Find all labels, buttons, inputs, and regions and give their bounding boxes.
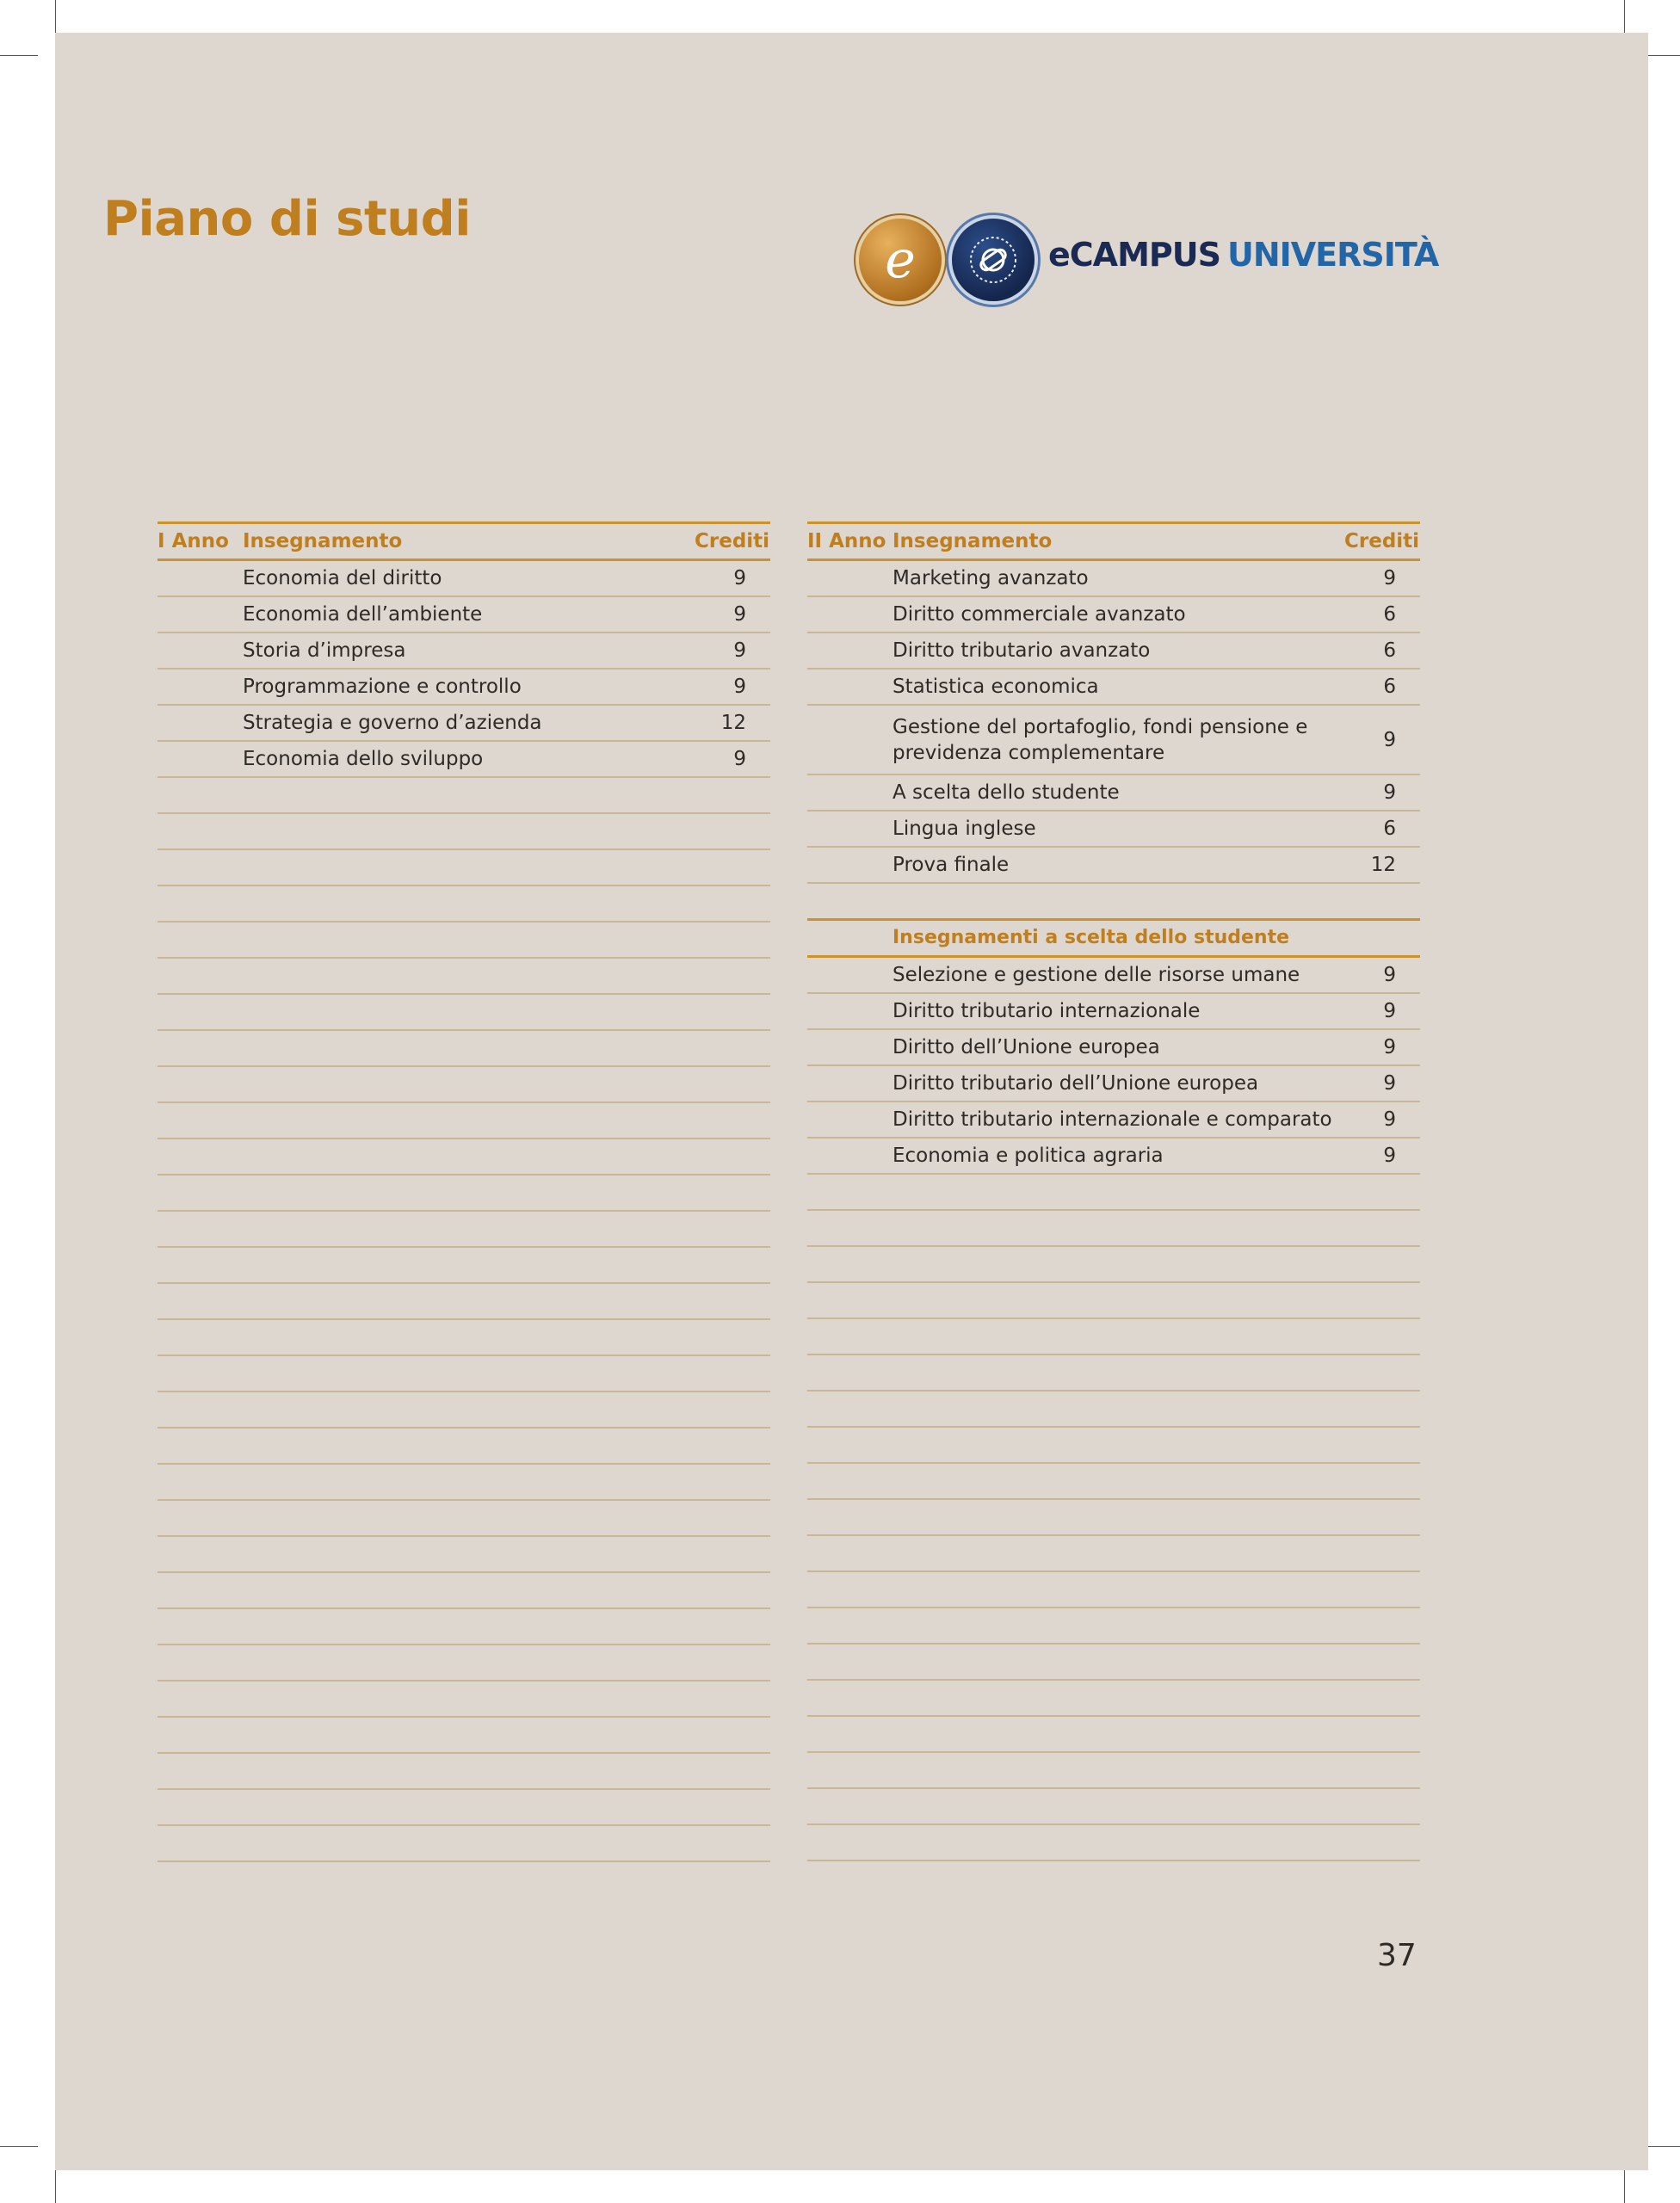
- crop-mark: [1624, 0, 1625, 33]
- table-row: [807, 1030, 1420, 1066]
- course-name: Diritto commerciale avanzato: [892, 603, 1186, 626]
- table-row: [158, 597, 770, 633]
- empty-row: [807, 1717, 1420, 1753]
- empty-row: [158, 1826, 770, 1862]
- course-credits: 9: [1383, 1000, 1396, 1022]
- course-credits: 9: [1383, 1072, 1396, 1095]
- course-name: Diritto dell’Unione europea: [892, 1036, 1160, 1058]
- empty-row: [158, 1031, 770, 1067]
- empty-row: [158, 1645, 770, 1682]
- electives-title: Insegnamenti a scelta dello studente: [892, 927, 1290, 948]
- empty-row: [158, 778, 770, 814]
- credits-header: Crediti: [1344, 530, 1420, 552]
- table-row: [158, 561, 770, 597]
- empty-row: [807, 1428, 1420, 1464]
- table-row: [807, 597, 1420, 633]
- course-credits: 9: [733, 748, 746, 770]
- ecampus-logo: [802, 186, 1439, 290]
- empty-row: [158, 886, 770, 923]
- empty-row: [158, 1718, 770, 1754]
- e-badge-icon: e: [859, 219, 942, 301]
- empty-row: [158, 1176, 770, 1212]
- course-name: Lingua inglese: [892, 818, 1036, 840]
- table-row: [807, 1066, 1420, 1102]
- course-name: Diritto tributario internazionale: [892, 1000, 1201, 1022]
- empty-row: [158, 814, 770, 850]
- course-credits: 9: [1383, 1036, 1396, 1058]
- course-name: Economia dell’ambiente: [243, 603, 483, 626]
- course-credits: 6: [1383, 676, 1396, 698]
- course-name: Strategia e governo d’azienda: [243, 712, 542, 734]
- course-credits: 12: [1370, 854, 1396, 876]
- course-credits: 9: [733, 603, 746, 626]
- year-header: II Anno: [807, 530, 886, 552]
- course-name: Marketing avanzato: [892, 567, 1089, 589]
- course-name: Statistica economica: [892, 676, 1099, 698]
- empty-row: [158, 1284, 770, 1320]
- course-name: Selezione e gestione delle risorse umane: [892, 964, 1300, 986]
- empty-row: [158, 923, 770, 959]
- course-name: Economia del diritto: [243, 567, 442, 589]
- empty-row: [807, 1608, 1420, 1645]
- empty-row: [158, 1573, 770, 1609]
- empty-row: [807, 1572, 1420, 1608]
- empty-row: [807, 1319, 1420, 1355]
- table-row: [807, 1139, 1420, 1175]
- year1-table: [158, 521, 770, 1862]
- course-credits: 9: [1383, 1145, 1396, 1167]
- course-name: Diritto tributario internazionale e comparato: [892, 1108, 1332, 1131]
- table-row: [807, 811, 1420, 848]
- page-title: Piano di studi: [103, 191, 471, 247]
- table-row: [807, 633, 1420, 670]
- empty-row: [158, 850, 770, 886]
- table-row: [158, 742, 770, 778]
- course-credits: 9: [733, 676, 746, 698]
- course-name: Economia e politica agraria: [892, 1145, 1164, 1167]
- course-credits: 9: [733, 567, 746, 589]
- empty-row: [158, 1790, 770, 1826]
- course-name: Programmazione e controllo: [243, 676, 522, 698]
- course-name: Diritto tributario dell’Unione europea: [892, 1072, 1259, 1095]
- empty-row: [807, 1753, 1420, 1789]
- crop-mark: [55, 2170, 56, 2203]
- course-name: Storia d’impresa: [243, 639, 406, 662]
- table-row: [158, 633, 770, 670]
- table-row: [807, 958, 1420, 994]
- course-credits: 9: [733, 639, 746, 662]
- empty-row: [807, 1392, 1420, 1428]
- empty-row: [807, 1500, 1420, 1536]
- empty-row: [807, 1355, 1420, 1392]
- course-credits: 9: [1383, 567, 1396, 589]
- credits-header: Crediti: [695, 530, 770, 552]
- table-row: [807, 848, 1420, 884]
- empty-row: [807, 1175, 1420, 1211]
- empty-row: [158, 1609, 770, 1645]
- empty-row: [158, 1248, 770, 1284]
- empty-row: [807, 1825, 1420, 1861]
- course-credits: 9: [1383, 964, 1396, 986]
- crop-mark: [55, 0, 56, 33]
- empty-row: [158, 1501, 770, 1537]
- course-credits: 6: [1383, 818, 1396, 840]
- course-credits: 12: [720, 712, 746, 734]
- course-name: Economia dello sviluppo: [243, 748, 484, 770]
- electives-header: [807, 918, 1420, 958]
- empty-row: [807, 1283, 1420, 1319]
- empty-row: [807, 1211, 1420, 1247]
- table-row: [158, 706, 770, 742]
- course-name: A scelta dello studente: [892, 781, 1120, 804]
- course-credits: 6: [1383, 603, 1396, 626]
- table-row: [807, 1102, 1420, 1139]
- year-header: I Anno: [158, 530, 229, 552]
- course-credits: 9: [1383, 1108, 1396, 1131]
- empty-row: [158, 995, 770, 1031]
- empty-row: [158, 1429, 770, 1465]
- table-row: [807, 994, 1420, 1030]
- course-header: Insegnamento: [243, 530, 403, 552]
- empty-row: [807, 1464, 1420, 1500]
- crop-mark: [0, 2146, 38, 2147]
- year2-table: [807, 521, 1420, 1861]
- course-credits: 6: [1383, 639, 1396, 662]
- course-header: Insegnamento: [892, 530, 1053, 552]
- empty-row: [158, 1356, 770, 1392]
- empty-row: [807, 1681, 1420, 1717]
- empty-row: [158, 1212, 770, 1248]
- course-name: Diritto tributario avanzato: [892, 639, 1151, 662]
- empty-row: [807, 1645, 1420, 1681]
- table-row: [807, 561, 1420, 597]
- course-credits: 9: [1383, 781, 1396, 804]
- seal-badge-icon: [952, 219, 1035, 301]
- table-row: [158, 670, 770, 706]
- table-row: [807, 670, 1420, 706]
- table-header: [158, 521, 770, 561]
- empty-row: [158, 1139, 770, 1176]
- empty-row: [158, 1392, 770, 1429]
- empty-row: [158, 1465, 770, 1501]
- course-name: Gestione del portafoglio, fondi pensione e previdenza complementare: [892, 715, 1308, 764]
- table-header: [807, 521, 1420, 561]
- empty-row: [158, 1682, 770, 1718]
- table-row: [807, 775, 1420, 811]
- table-row: [807, 706, 1420, 775]
- logo-wordmark: eCAMPUS UNIVERSITÀ: [1048, 236, 1439, 274]
- empty-row: [807, 1536, 1420, 1572]
- empty-row: [158, 1103, 770, 1139]
- empty-row: [158, 1067, 770, 1103]
- crop-mark: [0, 55, 38, 56]
- empty-row: [807, 1789, 1420, 1825]
- empty-row: [158, 959, 770, 995]
- empty-row: [158, 1537, 770, 1573]
- crop-mark: [1624, 2170, 1625, 2203]
- course-name: Prova finale: [892, 854, 1010, 876]
- course-credits: 9: [1383, 728, 1396, 751]
- page-number: 37: [1377, 1938, 1417, 1973]
- empty-row: [807, 1247, 1420, 1283]
- empty-row: [158, 1754, 770, 1790]
- empty-row: [158, 1320, 770, 1356]
